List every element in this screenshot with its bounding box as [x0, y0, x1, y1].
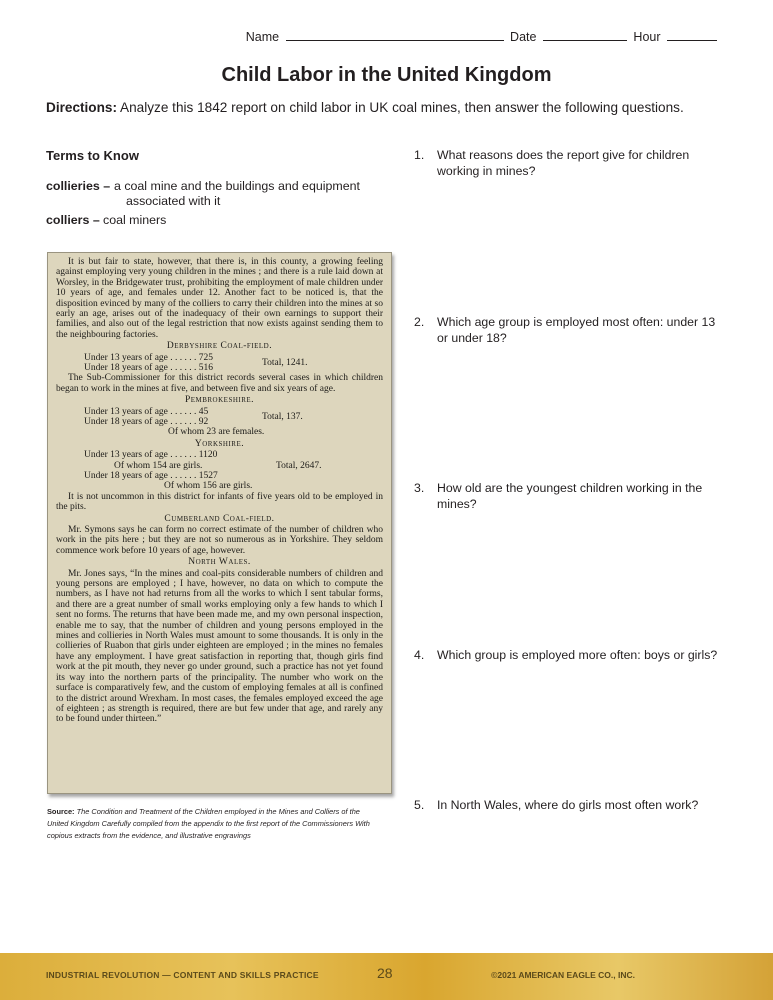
question-number: 4. — [414, 648, 425, 662]
question-text: In North Wales, where do girls most often work? — [437, 798, 699, 812]
terms-heading: Terms to Know — [46, 148, 139, 163]
doc-heading-cumberland: Cumberland Coal-field. — [164, 513, 275, 524]
doc-pem-row2: Under 18 years of age . . . . . . 92 — [84, 417, 209, 428]
question-1 — [414, 148, 734, 182]
doc-derby-row2: Under 18 years of age . . . . . . 516 — [84, 363, 214, 374]
question-text: Which age group is employed most often: under 13 or under 18? — [437, 315, 716, 345]
term-dash: – — [103, 179, 111, 193]
directions-label: Directions: — [46, 100, 118, 115]
doc-wales-text: Mr. Jones says, “In the mines and coal-pits considerable numbers of children and young persons are employed ; I have, however, no data on which to compute the numbers, as I have not had returns from all the works to which I sent tabular forms, and there are a great number of small works employing only a few hands to which I sent no forms. The returns that have been made me, and my own personal inspection, enable me to say, that the number of children and young persons employed in the mines and collieries in North Wales must amount to some thousands. It is only in the collieries of Ruabon that girls under eighteen are employed ; in the mines no females have any employment. I have great satisfaction in reporting that, though girls find work at the pit mouth, they never go under ground, such a practice has not yet found its way into the northern parts of the principality. The number who work on the surface is comparatively few, and the custom of employing females at all is confined to the district around Wrexham. In most cases, the females employed exceed the age of eighteen ; as strength is required, there are but few under that age, and rarely any to be found under thirteen.” — [56, 568, 383, 725]
doc-intro: It is but fair to state, however, that there is, in this county, a growing feeling against employing very young children in the mines ; and there is a rule laid down at Worsley, in the Bridgewater trust, prohibiting the employment of male children under 10 years of age, and females under 12. Another fact to be noticed is, that the disposition evinced by many of the colliers to carry their children into the mines at so early an age, arises out of the inadequacy of their own earnings to support their families, and also out of the legal restriction that now exists against sending them to the neighbouring factories. — [56, 257, 383, 340]
term-dash: – — [92, 213, 100, 227]
directions — [46, 100, 746, 115]
doc-derby-text: The Sub-Commissioner for this district records several cases in which children began to work in the mines at five, and between five and six years of age. — [56, 373, 383, 394]
question-text: Which group is employed more often: boys or girls? — [437, 648, 718, 662]
doc-york-row2: Under 18 years of age . . . . . . 1527 — [84, 471, 218, 482]
doc-heading-pembrokeshire: Pembrokeshire. — [184, 395, 255, 406]
footer-book-title: INDUSTRIAL REVOLUTION — CONTENT AND SKILLS PRACTICE — [46, 970, 319, 980]
question-5 — [414, 798, 734, 818]
term-definition: coal miners — [103, 213, 167, 227]
name-label: Name — [245, 30, 280, 44]
doc-pem-total: Total, 137. — [262, 411, 303, 422]
source-text: The Condition and Treatment of the Children employed in the Mines and Colliers of the United Kingdom Carefully compiled from the appendix to the first report of the Commissioners With copious extracts from the evidence, and illustrative engravings — [47, 807, 370, 840]
page-number: 28 — [377, 965, 393, 981]
hour-label: Hour — [633, 30, 661, 44]
doc-york-note2: Of whom 156 are girls. — [164, 481, 253, 492]
doc-pem-row1: Under 13 years of age . . . . . . 45 — [84, 406, 209, 417]
question-3 — [414, 481, 734, 515]
term-collieries — [46, 179, 376, 211]
page-footer — [0, 953, 773, 1000]
doc-heading-north-wales: North Wales. — [188, 557, 251, 568]
doc-pem-note: Of whom 23 are females. — [168, 427, 265, 438]
doc-derby-total: Total, 1241. — [262, 357, 308, 368]
question-text: What reasons does the report give for children working in mines? — [437, 148, 690, 178]
doc-heading-yorkshire: Yorkshire. — [194, 438, 245, 449]
term-word: colliers — [46, 213, 90, 227]
doc-heading-derbyshire: Derbyshire Coal-field. — [166, 341, 273, 352]
question-number: 5. — [414, 798, 425, 812]
hour-field[interactable] — [667, 29, 717, 41]
doc-cumb-text: Mr. Symons says he can form no correct estimate of the number of children who work in the pits here ; but they are not so numerous as in Yorkshire. They seldom commence work before 10 years of age, however. — [56, 525, 383, 556]
doc-york-total: Total, 2647. — [276, 460, 322, 471]
term-colliers — [46, 213, 376, 229]
term-definition: a coal mine and the buildings and equipment — [114, 179, 360, 193]
question-number: 2. — [414, 315, 425, 329]
doc-york-text: It is not uncommon in this district for infants of five years old to be employed in the pits. — [56, 491, 383, 513]
question-text: How old are the youngest children working in the mines? — [437, 481, 703, 511]
date-label: Date — [510, 30, 537, 44]
directions-text: Analyze this 1842 report on child labor in UK coal mines, then answer the following questions. — [120, 100, 684, 115]
term-definition-cont: associated with it — [126, 194, 221, 208]
footer-copyright: ©2021 AMERICAN EAGLE CO., INC. — [491, 970, 635, 980]
term-word: collieries — [46, 179, 100, 193]
source-label: Source: — [47, 807, 75, 816]
question-number: 1. — [414, 148, 425, 162]
historical-document-image — [47, 252, 392, 794]
student-header — [246, 29, 720, 44]
name-field[interactable] — [286, 29, 504, 41]
question-2 — [414, 315, 734, 349]
doc-york-row1: Under 13 years of age . . . . . . 1120 — [84, 450, 218, 461]
date-field[interactable] — [543, 29, 627, 41]
question-number: 3. — [414, 481, 425, 495]
doc-derby-row1: Under 13 years of age . . . . . . 725 — [84, 352, 214, 363]
page-title: Child Labor in the United Kingdom — [221, 64, 552, 86]
doc-york-note1: Of whom 154 are girls. — [114, 460, 203, 471]
source-citation — [47, 806, 377, 842]
question-4 — [414, 648, 734, 668]
